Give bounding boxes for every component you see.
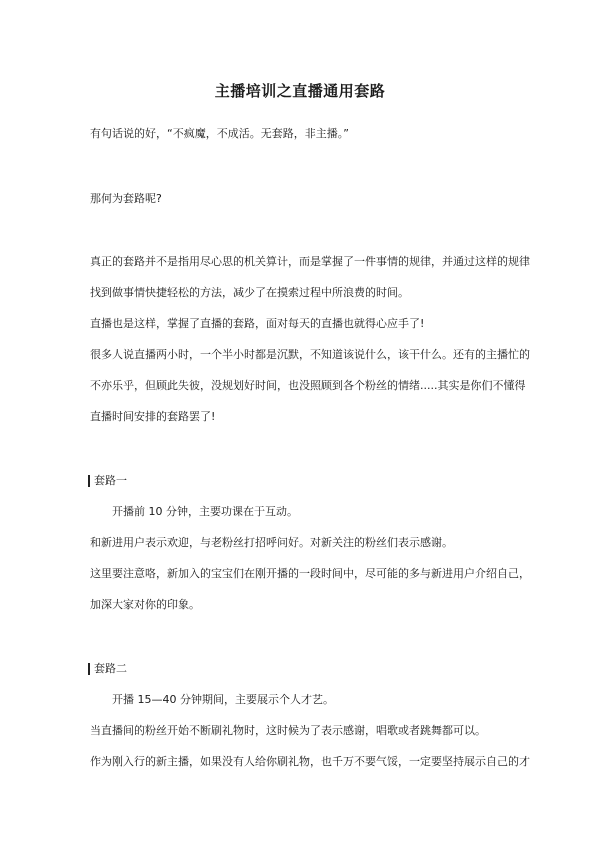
section1-line-4: 加深大家对你的印象。: [90, 598, 200, 611]
section2-line-3: 作为刚入行的新主播，如果没有人给你刷礼物，也千万不要气馁，一定要坚持展示自己的才: [90, 755, 530, 768]
section2-line-1: 开播 15—40 分钟期间，主要展示个人才艺。: [112, 693, 334, 706]
section-heading-1-label: 套路一: [94, 474, 127, 487]
section1-line-2: 和新进用户表示欢迎，与老粉丝打招呼问好。对新关注的粉丝们表示感谢。: [90, 536, 453, 549]
explanation-line-2: 找到做事情快捷轻松的方法，减少了在摸索过程中所浪费的时间。: [90, 286, 409, 299]
section-heading-2: [88, 662, 127, 676]
section1-line-1: 开播前 10 分钟，主要功课在于互动。: [112, 505, 298, 518]
page-title: 主播培训之直播通用套路: [214, 82, 386, 100]
section-heading-2-label: 套路二: [94, 662, 127, 675]
section-marker-bar: [88, 663, 90, 675]
explanation-line-1: 真正的套路并不是指用尽心思的机关算计，而是掌握了一件事情的规律，并通过这样的规律: [90, 255, 530, 268]
section1-line-3: 这里要注意咯，新加入的宝宝们在刚开播的一段时间中，尽可能的多与新进用户介绍自己，: [90, 567, 530, 580]
section-heading-1: [88, 474, 127, 488]
intro-quote-line: 有句话说的好，“不疯魔，不成活。无套路，非主播。”: [90, 127, 349, 140]
explanation-line-4: 很多人说直播两小时，一个半小时都是沉默，不知道该说什么，该干什么。还有的主播忙的: [90, 348, 530, 361]
section2-line-2: 当直播间的粉丝开始不断刷礼物时，这时候为了表示感谢，唱歌或者跳舞都可以。: [90, 724, 486, 737]
section-marker-bar: [88, 475, 90, 487]
explanation-line-3: 直播也是这样，掌握了直播的套路，面对每天的直播也就得心应手了!: [90, 317, 425, 330]
explanation-line-5: 不亦乐乎，但顾此失彼，没规划好时间，也没照顾到各个粉丝的情绪.....其实是你们不懂得: [90, 379, 526, 392]
intro-question: 那何为套路呢?: [90, 192, 162, 205]
explanation-line-6: 直播时间安排的套路罢了!: [90, 410, 216, 423]
